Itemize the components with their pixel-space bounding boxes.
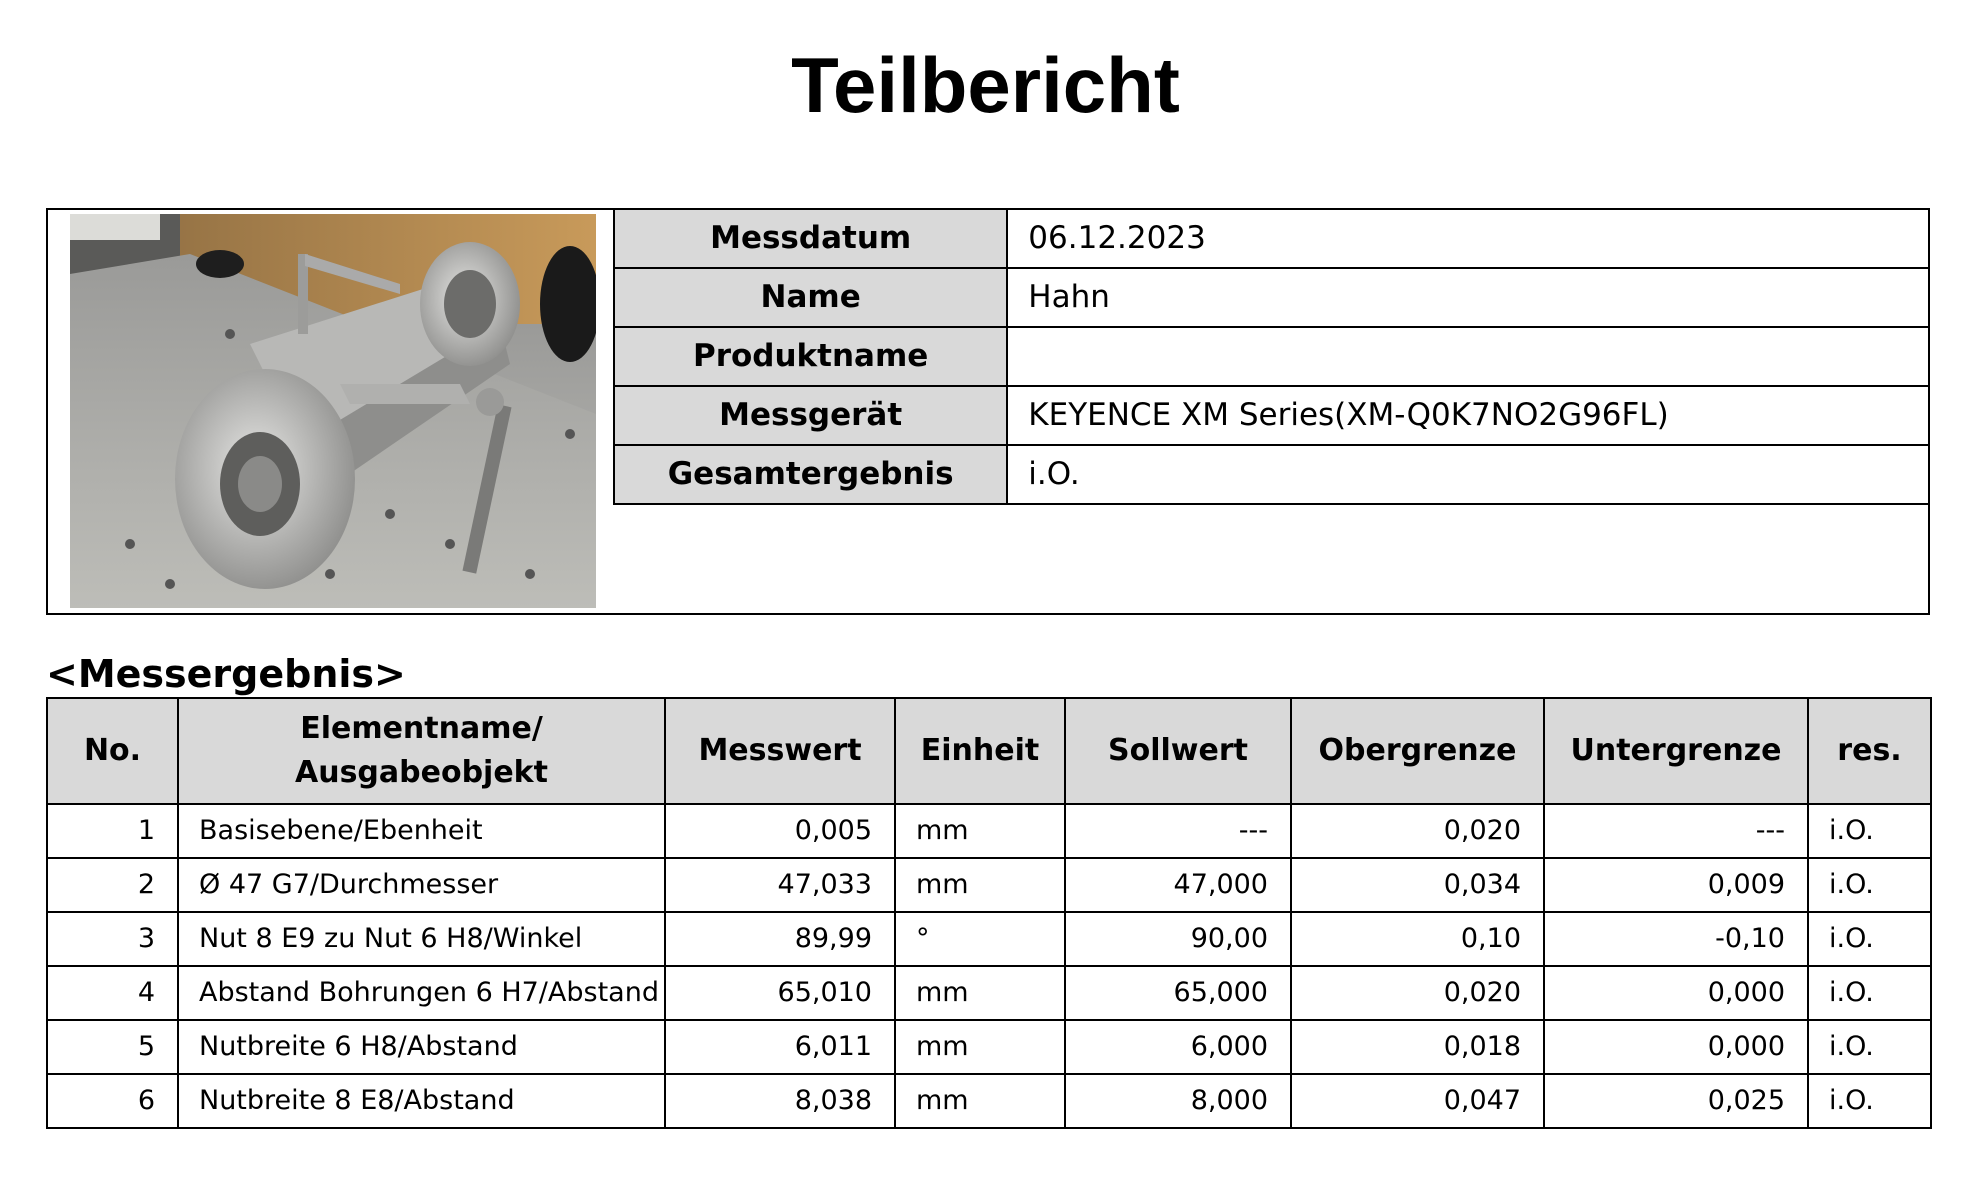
info-label-messgeraet: Messgerät: [614, 386, 1007, 445]
cell-result: i.O.: [1808, 912, 1931, 966]
cell-value: 6,011: [665, 1020, 895, 1074]
cell-no: 6: [47, 1074, 178, 1128]
results-table: [46, 697, 1932, 1129]
info-row: [614, 445, 1928, 504]
part-photo: [70, 214, 596, 608]
cell-upper: 0,018: [1291, 1020, 1544, 1074]
col-header-upper: Obergrenze: [1291, 698, 1544, 804]
cell-lower: 0,025: [1544, 1074, 1808, 1128]
col-header-element-line2: Ausgabeobjekt: [295, 755, 548, 790]
col-header-lower: Untergrenze: [1544, 698, 1808, 804]
table-row: [47, 858, 1931, 912]
table-row: [47, 966, 1931, 1020]
cell-unit: mm: [895, 858, 1065, 912]
info-row: [614, 327, 1928, 386]
cell-element: Basisebene/Ebenheit: [178, 804, 665, 858]
col-header-no: No.: [47, 698, 178, 804]
info-label-gesamtergebnis: Gesamtergebnis: [614, 445, 1007, 504]
info-label-messdatum: Messdatum: [614, 209, 1007, 268]
cell-result: i.O.: [1808, 804, 1931, 858]
cell-element: Ø 47 G7/Durchmesser: [178, 858, 665, 912]
info-value-gesamtergebnis: i.O.: [1007, 445, 1928, 504]
col-header-nominal: Sollwert: [1065, 698, 1291, 804]
info-value-messgeraet: KEYENCE XM Series(XM-Q0K7NO2G96FL): [1007, 386, 1928, 445]
cell-element: Abstand Bohrungen 6 H7/Abstand: [178, 966, 665, 1020]
cell-lower: -0,10: [1544, 912, 1808, 966]
info-value-produktname: [1007, 327, 1928, 386]
cell-value: 8,038: [665, 1074, 895, 1128]
cell-result: i.O.: [1808, 1020, 1931, 1074]
info-row: [614, 268, 1928, 327]
cell-nominal: 47,000: [1065, 858, 1291, 912]
cell-result: i.O.: [1808, 1074, 1931, 1128]
cell-lower: 0,009: [1544, 858, 1808, 912]
cell-value: 47,033: [665, 858, 895, 912]
col-header-unit: Einheit: [895, 698, 1065, 804]
col-header-element-line1: Elementname/: [300, 711, 543, 746]
page-title: Teilbericht: [791, 41, 1180, 129]
info-label-produktname: Produktname: [614, 327, 1007, 386]
table-row: [47, 1020, 1931, 1074]
cell-element: Nutbreite 8 E8/Abstand: [178, 1074, 665, 1128]
cell-element: Nutbreite 6 H8/Abstand: [178, 1020, 665, 1074]
cell-nominal: 8,000: [1065, 1074, 1291, 1128]
cell-upper: 0,034: [1291, 858, 1544, 912]
table-row: [47, 1074, 1931, 1128]
cell-value: 65,010: [665, 966, 895, 1020]
cell-nominal: 90,00: [1065, 912, 1291, 966]
cell-unit: mm: [895, 1020, 1065, 1074]
cell-value: 0,005: [665, 804, 895, 858]
col-header-result: res.: [1808, 698, 1931, 804]
cell-nominal: 65,000: [1065, 966, 1291, 1020]
cell-unit: mm: [895, 966, 1065, 1020]
table-row: [47, 912, 1931, 966]
table-row: [47, 804, 1931, 858]
cell-unit: °: [895, 912, 1065, 966]
info-row: [614, 386, 1928, 445]
cell-no: 3: [47, 912, 178, 966]
cell-value: 89,99: [665, 912, 895, 966]
section-title: <Messergebnis>: [46, 652, 406, 696]
cell-element: Nut 8 E9 zu Nut 6 H8/Winkel: [178, 912, 665, 966]
info-row: [614, 209, 1928, 268]
cell-nominal: 6,000: [1065, 1020, 1291, 1074]
info-value-messdatum: 06.12.2023: [1007, 209, 1928, 268]
cell-result: i.O.: [1808, 858, 1931, 912]
cell-upper: 0,020: [1291, 966, 1544, 1020]
cell-lower: 0,000: [1544, 966, 1808, 1020]
col-header-value: Messwert: [665, 698, 895, 804]
part-info-box: [46, 208, 1930, 615]
cell-lower: 0,000: [1544, 1020, 1808, 1074]
info-label-name: Name: [614, 268, 1007, 327]
cell-unit: mm: [895, 1074, 1065, 1128]
info-table: [613, 208, 1928, 505]
cell-no: 2: [47, 858, 178, 912]
cell-unit: mm: [895, 804, 1065, 858]
cell-upper: 0,020: [1291, 804, 1544, 858]
col-header-element: [178, 698, 665, 804]
cell-upper: 0,10: [1291, 912, 1544, 966]
table-header-row: [47, 698, 1931, 804]
cell-upper: 0,047: [1291, 1074, 1544, 1128]
cell-no: 5: [47, 1020, 178, 1074]
cell-result: i.O.: [1808, 966, 1931, 1020]
cell-lower: ---: [1544, 804, 1808, 858]
cell-no: 1: [47, 804, 178, 858]
info-value-name: Hahn: [1007, 268, 1928, 327]
cell-nominal: ---: [1065, 804, 1291, 858]
cell-no: 4: [47, 966, 178, 1020]
